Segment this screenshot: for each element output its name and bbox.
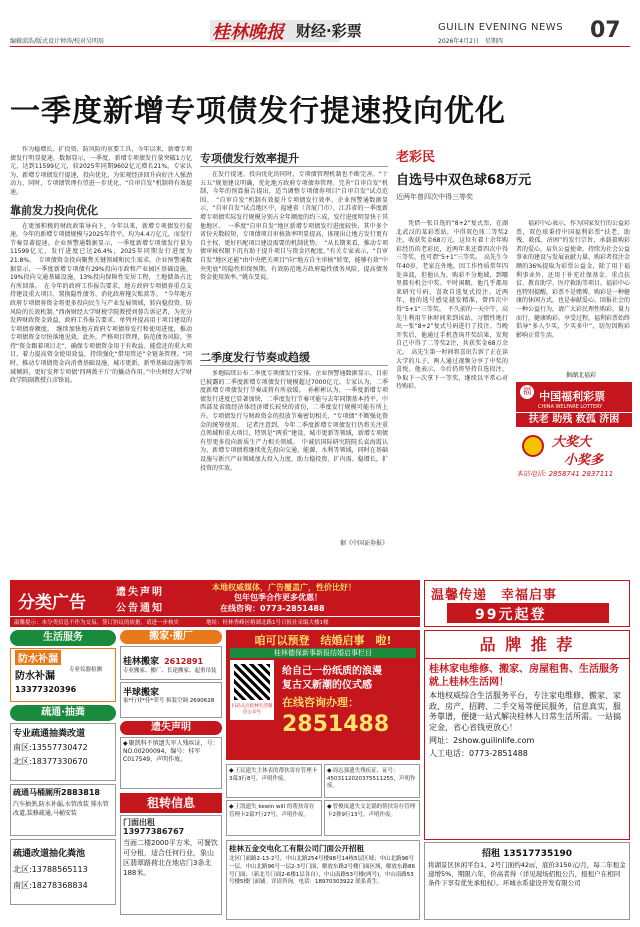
masthead: [0, 0, 640, 48]
services-column: [10, 630, 116, 920]
rent-tag: 租转信息: [120, 793, 222, 813]
notices-grid: [226, 764, 420, 836]
pipe-ad: [10, 723, 116, 781]
subhead-slowdown: 二季度发行节奏或趋缓: [200, 351, 388, 366]
lost-tag: 遗失声明: [120, 721, 222, 735]
wedding-ask: 在线咨询办理：: [282, 696, 359, 709]
qr-code-icon: [234, 664, 270, 700]
lucky-icon: [522, 435, 544, 457]
welfare-brand: 中国福利彩票: [539, 390, 606, 403]
classifieds-phone: [220, 603, 325, 614]
headline: 一季度新增专项债发行提速投向优化: [10, 94, 506, 129]
wedding-qr-label: 扫码关注桂林生活微信公众号: [231, 704, 273, 715]
moving-tag: 搬家·搬厂: [120, 630, 222, 644]
article-source: 据《中国证券报》: [339, 540, 388, 547]
brand-phone-label: 人工电话：: [429, 749, 469, 758]
welcome-title: 温馨传递 幸福启事: [431, 588, 558, 603]
lease-ad: [424, 842, 630, 920]
classifieds-header: [10, 580, 420, 616]
welfare-hotline: [516, 469, 632, 479]
brand-site-url[interactable]: 2show.guilinlife.com: [453, 736, 535, 745]
classifieds-intro-2: 包年包季合作更多优惠！: [234, 593, 322, 602]
hotline-number: 2858741 2837111: [548, 470, 614, 478]
classifieds-notice-bar: [10, 617, 420, 627]
brand-headline: 桂林家电维修、搬家、房屋租售、生活服务就上桂林生活网！: [429, 664, 619, 688]
waterproof-name: 防水补漏: [15, 671, 55, 682]
toilet-ad-title: 疏通马桶厕所2883818: [13, 788, 100, 797]
subhead-efficiency: 专项债发行效率提升: [200, 152, 388, 167]
brand-phone-number: 0773-2851488: [469, 749, 528, 758]
welfare-brand-en: CHINA WELFARE LOTTERY: [538, 404, 603, 410]
lottery-subtitle: 近两年曾四次中得三等奖: [396, 193, 473, 201]
promo-line-2: 小奖多: [564, 453, 604, 468]
septic-north: 北区:13788565113: [13, 865, 88, 874]
welcome-box: [424, 580, 630, 627]
pipe-ad-title: 专业疏通抽粪改道: [13, 729, 86, 739]
lottery-article: [396, 146, 632, 576]
rental-ad-2-body: 北区门面路2-13-2号，中山北路254号楼98号14栋5层区域；中山北路96号一层，中山北路96号一层2-3号门面，解放东路2号楼门面区域，解放东路86号门面；（新北号门面2-6楼1层各自），中山南路53号楼(两号)，中山南路53号楼5楼门面铺。详请咨询，电话：18970303922 联系黄生。: [229, 856, 415, 886]
lottery-right-body: 福彩中心表示，作为国家发行的公益彩票，双色球秉持中国福利彩票“扶老、助残、救孤、济困”的发行宗旨，承载着购彩者的爱心，肩负公益使命，持续为社会公益事业的建设与发展贡献力量。购彩者投注金额的36%提取为彩票公益金，除了用于福利事业外，还用于补充社保基金、重点扶贫、教育助学、医疗救助等项目。福彩中心也特别提醒，彩票不是赌博，购彩是一种健康的休闲方式，也是奉献爱心、回报社会的一种公益行为，请广大彩民理性购彩，量力而行，健康购彩。享受过程，福利彩票始终倡导“多人少买，少买多中”，切勿因购彩影响正常生活。: [516, 220, 630, 339]
brand-body: 本地权威综合生活服务平台，专注家电维修、搬家、家政、房产、招聘、二手交易等便民服务，信息真实，服务靠谱，便捷一站式解决桂林人日常生活所需。一站搞定金，省心省钱更放心！: [429, 691, 621, 732]
logo: 桂林晚报: [212, 22, 284, 43]
moving-ad-2-name: 半球搬家: [123, 688, 160, 698]
waterproof-ad: [10, 648, 116, 702]
classifieds-tag-notice: 公告通知: [116, 603, 164, 614]
moving-ad-1-name: 桂林搬家: [123, 657, 160, 667]
welcome-price: 99元起登: [475, 607, 547, 623]
welfare-lottery-ad: [516, 382, 632, 486]
classifieds-notice: 温馨提示：本分类信息不作为交易、签订协议的依据，请进一步核实: [14, 620, 180, 626]
notice-left-1: [226, 764, 322, 798]
classifieds-intro-1: 本地权威媒体，广告覆盖广，性价比好！: [212, 583, 356, 592]
moving-ad-1-note: 专业搬家、搬厂、长途搬家、起重吊装: [123, 668, 217, 674]
rental-ad-1-body: 当面二楼2000平方米，可餐饮可分租，适合任何行业，象山区翡翠路荷北在地店门3条北188米。: [123, 839, 218, 877]
waterproof-phone: 13377320396: [15, 685, 77, 694]
welfare-promo-area: [516, 427, 632, 469]
brand-title: 品 牌 推 荐: [425, 631, 629, 659]
rental-ad-2: [226, 840, 420, 920]
welfare-slogan: 扶老 助残 救孤 济困: [516, 413, 632, 427]
lost-notice-1-text: ◆ 聚凯科不慎遗失军人残疾证，号：NO.00200094，编号：桂军C017549，声明作废。: [123, 740, 219, 763]
lottery-body: 凭借一张自选的“8+2”复式票，在湖北武汉的某彩票站，中得双色球二等奖2注，收获奖金68万元。这位有着十余年购彩经历的老彩民，近两年来还曾四次中得三等奖，也可谓“5+1”三等奖。 高先生今年40岁，老家在外地，因工作性质常年四处奔波，但他认为，购彩不分地域，到哪里都有机会中奖。平时闲暇，他几乎都用来研究号码，喜欢自选复式投注。近两年，他的选号感觉越发精准，曾四次中得“5+1”三等奖。 不久前的一天中午，高先生利用午休时间来到该站，习惯性地打出一张“8+2”复式号码进行了投注。当晚开奖后，他通过手机查询开奖结果，发现自己中得了二等奖2注，共获奖金68万余元。 高先生第一时间将喜讯告诉了正在读大学的儿子，两人通过视频分享了中奖的喜悦。他表示，今后仍将坚持自选投注，争取下一次拿下一等奖，继续以平常心对待购彩。: [396, 220, 508, 391]
lease-title: 招租 13517735190: [481, 849, 573, 859]
lottery-author: 老彩民: [396, 150, 436, 165]
notice-right-2: [324, 800, 420, 836]
rental-ad-1-phone: 13977386767: [123, 827, 185, 836]
pipe-north: 北区:18377330670: [13, 757, 88, 766]
article-body-1: 在更加积极的财政政策导向下，今年以来，新增专项债发行提速。今年的新增专项债规模与2025年持平，均为4.4万亿元，而发行节奏显著提速。企业预警通数据显示，一季度新增专项债发行量为11599亿元，发行进度已达26.4%，2025年同期发行进度为21.8%。 专项债资金投向聚焦关键领域和民生需求。企业预警通数据显示，一季度新增专项债有29%投向市政和产业园区基础设施，19%投向交通基础设施，13%投向保障性安居工程，土地储备占比有所回落。 在今年的政府工作报告要求，地方政府专项债券重点支持建设重大项目、置换隐性债务、消化政府拖欠账款等。 “今年地方政府专项债券资金将更多投向民生与产业发展领域，转向稳投资、防风险的长效机制。”西南财经大学财税学院教授刘蓉告诉记者，为充分发挥财政资金效益，政府工作报告要求，单列并提高用于项目建设的专项债券额度。 继续加快地方政府专项债券发行和使用进度，推动专项债资金尽快落地见效。此外，严格项目管理，防范债务风险，坚持“资金跟着项目走”，确保专项债资金用于有收益、能偿还的重大项目，着力提高资金使用效益，持续强化“借用管还”全链条管理。“同时，推动专项债资金向消费基础设施、城市更新、新型基础设施等领域倾斜，更好发挥专项债‘四两拨千斤’的撬动作用。”中央财经大学财政学院副教授白彦锋说。: [10, 222, 192, 385]
toilet-ad: [10, 784, 116, 836]
section-title: 财经·彩票: [296, 22, 362, 40]
wedding-qr-box: [230, 660, 274, 720]
wedding-title: 咱可以预登 结婚启事 啦!: [254, 634, 392, 647]
brand-site-label: 网址：: [429, 736, 453, 745]
lost-notice-1: [120, 737, 222, 789]
article-column-1: [10, 146, 192, 556]
lottery-body-right: [516, 220, 630, 366]
moving-ad-1: [120, 646, 222, 680]
notice-right-1-text: ◆ 周志强遗失残疾证，证号：4503112020375511255，声明作废。: [327, 768, 416, 789]
notice-left-1-text: ◆ 王民遗失主体表的帮扶寄存管理卡3幕3行8号，声明作废。: [229, 768, 317, 782]
moving-ad-1-phone: 2612891: [164, 657, 204, 666]
brand-phone: [425, 748, 629, 759]
page-number: 07: [590, 18, 621, 43]
waterproof-note: 专业仪器检测: [69, 667, 103, 673]
septic-ad: [10, 839, 116, 905]
issue-date: 2026年4月2日 星期四: [438, 38, 503, 45]
waterproof-ad-title: 防水补漏: [15, 650, 61, 665]
wedding-tagline-2: 复古又新潮的仪式感: [282, 680, 372, 691]
article-body-3: 多地陆续公布二季度专项债发行安排。企业预警通数据显示，目前已披露的二季度新增专项债发行规模超过7000亿元。专家认为，二季度新增专项债发行节奏或将有所放缓。 孙彬彬认为，一季度新增专项债发行进度已显著加快，二季度发行节奏可能与去年同期基本持平。中西部及省级经济体经济增长较快的省份，二季度发行规模可能有所上升。专项债发行与财政资金的投放节奏密切相关，“专项债”不断强化资金的统筹使用。 记者注意到，今年二季度新增专项债发行仍将关注重点领域和重大项目，特别是“两重”建设、城市更新等领域，新增专项债有望更多投向新质生产力相关领域。 中诚信国际研究院院长袁海霞认为，新增专项债将继续优先投向交通、能源、水利等领域，同时在基础设施与新兴产业领域加大投入力度，助力稳投资、扩内需、稳增长，扩投资的实效。: [200, 370, 388, 472]
pipe-tag: 疏通·抽粪: [10, 705, 116, 721]
notice-right-1: [324, 764, 420, 798]
rental-ad-1-title: [123, 818, 219, 836]
brand-box: [424, 630, 630, 840]
notice-left-2: [226, 800, 322, 836]
wedding-ad: [226, 630, 420, 760]
lottery-body-left: [396, 220, 508, 572]
pipe-south: 南区:13557730472: [13, 743, 88, 752]
lottery-title: 自选号中双色球68万元: [396, 173, 532, 188]
septic-south: 南区:18278368834: [13, 881, 88, 890]
rental-ad-2-title: 桂林五金交电化工有限公司门面公开招租: [229, 844, 364, 853]
septic-ad-title: 疏通改道抽化粪池: [13, 849, 86, 859]
lottery-source: 据湖北福彩: [566, 372, 597, 379]
toilet-ad-note: 汽车抽粪,防水补漏,水管改装 排水管改道,装修疏通,马桶安装: [13, 801, 109, 817]
wedding-tagline-1: 给自己一份纸质的浪漫: [282, 666, 382, 677]
staff-credit: 编辑邱浩/版式设计钟涛/校对吴明辰: [10, 38, 105, 45]
lease-body: 将湖景区休闲平台1、2号门面约42㎡，底价3150元/月，每二年租金递增5%，期限六年，价高者得（详见现场招租公告，报租户在相同条件下享有优先承租权）。环城水系建设开发有限公司: [428, 861, 626, 887]
moving-column: [120, 630, 222, 920]
hotline-label: 本站电话:: [516, 470, 547, 478]
subhead-focus: 靠前发力投向优化: [10, 204, 192, 219]
article-lead: 作为稳增长、扩投资、防风险的重要工具，今年以来，新增专项债发行明显提速，数据显示，一季度，新增专项债发行量突破1万亿元，达到11599亿元，较2025年同期9602亿元增长21%。专家认为，新增专项债发行提速，投向优化，为宏观经济回升向好注入强劲动力，同时，专项债管理有望进一步优化，“自审自发”机制将有效提速。: [10, 146, 192, 196]
classifieds-phone-number: 0773-2851488: [260, 604, 325, 613]
classifieds-tag-lost: 遗失声明: [116, 587, 164, 598]
notice-left-2-text: ◆ 王凯遗失 kewin will 的帮扶寄存管理卡2幕7行27号，声明作废。: [229, 804, 314, 818]
moving-ad-2-note: 家*行业*佳*荣号 拆装空调 2690628: [123, 698, 215, 704]
paper-english-name: GUILIN EVENING NEWS: [438, 22, 564, 33]
welfare-banner: [516, 382, 632, 412]
article-column-2: [200, 152, 388, 556]
classifieds-phone-label: 在线咨询：: [220, 604, 260, 613]
rental-ad-1-title-text: 门面出租: [123, 818, 155, 827]
welfare-logo-icon: 福: [520, 385, 534, 399]
classifieds-address: 地址：桂林秀峰区榕湖北路1号日报社采编大楼1楼: [206, 620, 329, 626]
wedding-phone: 2851488: [282, 712, 390, 737]
brand-site: [425, 733, 629, 748]
article-body-2: 在发行提速、投向优化的同时，专项债管理机制也不断完善。“十五五”规划建议明确，优化地方政府专项债券管理。完善“自审自发”机制，今年的预算报告提出，适当调整专项债券项目“自审自发”试点范围。 “自审自发”机制有效提升专项债发行效率。企业预警通数据显示，“自审自发”试点地区中，福建省（含厦门市）、江苏省的一季度新增专项债实际发行规模分别占全年额度的约三成，发行进度明显快于其他地区。 一季度“自审自发”地区新增专项债发行进度较快，其中多个省份天数较短，专项债项目审核效率明显提高，体现出让地方发行更有自主权、更好匹配项目建设需要的机制优势。 “从长期来看，推动专项债审核权限下沉有助于提升项目与资金匹配度，”有关专家表示，“自审自发”地区还能“由中央把关项目”向“地方自主审核”转变，能够有效“中央兜底”的隐性担保预期，有效防范地方政府隐性债务风险，提高债务资金使用效率。”姚东旻说。: [200, 171, 388, 282]
rental-ad-1: [120, 815, 222, 915]
classifieds-title: 分类广告: [18, 593, 86, 613]
moving-ad-2: [120, 682, 222, 718]
masthead-rule: [10, 46, 630, 47]
life-services-tag: 生活服务: [10, 630, 116, 646]
notice-right-2-text: ◆ 曾俊岚遗失文北锅的帮扶寄存管理卡2排9行13号，声明作废。: [327, 804, 415, 818]
promo-line-1: 大奖大: [552, 435, 592, 450]
wedding-sub: 桂林德保新事新报结婚启事栏目: [230, 648, 416, 658]
